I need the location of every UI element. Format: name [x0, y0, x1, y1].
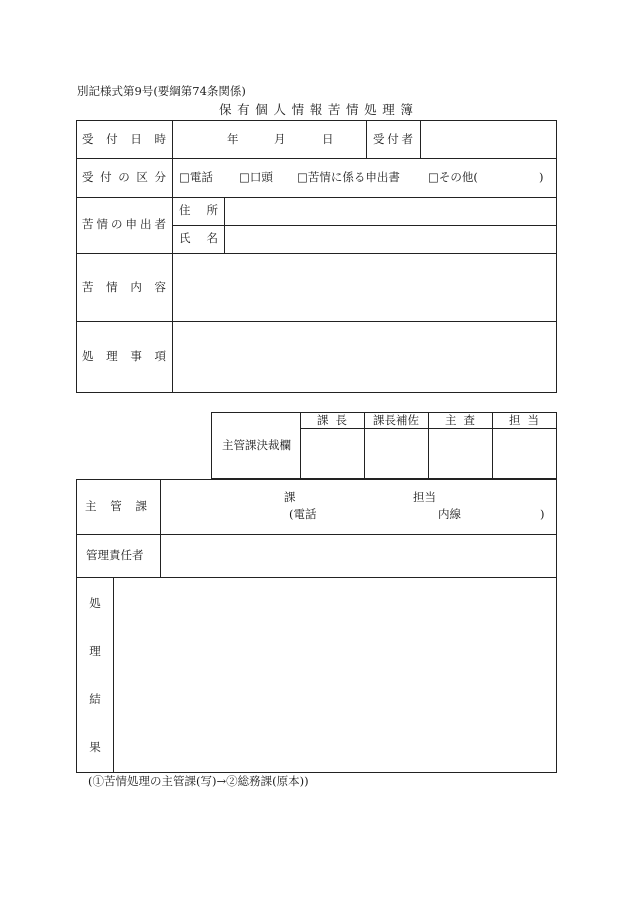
managing-dept-label: 主 管 課	[85, 499, 147, 513]
receiver-field[interactable]	[421, 121, 556, 158]
approval-col-staff: 担 当	[509, 413, 539, 427]
handling-items-field[interactable]	[173, 322, 556, 392]
complainant-label: 苦 情 の 申 出 者	[82, 217, 166, 231]
approval-stamp-deputy-chief[interactable]	[365, 429, 428, 478]
form-reference: 別記様式第9号(要綱第74条関係)	[77, 84, 246, 98]
reception-category-label: 受 付 の 区 分	[82, 170, 166, 184]
approval-stamp-inspector[interactable]	[429, 429, 492, 478]
extension-label: 内線	[438, 507, 461, 521]
person-in-charge-label: 担当	[413, 490, 436, 504]
approval-col-section-chief: 課 長	[317, 413, 347, 427]
manager-field[interactable]	[161, 535, 556, 577]
address-label: 住 所	[179, 203, 218, 217]
option-phone-checkbox[interactable]: □電話	[179, 170, 213, 184]
date-month-label: 月	[274, 132, 286, 146]
manager-label: 管理責任者	[86, 548, 144, 562]
result-field[interactable]	[114, 578, 556, 772]
approval-stamp-section-chief[interactable]	[301, 429, 364, 478]
result-label: 処 理 結 果	[89, 596, 101, 755]
option-complaint-form-checkbox[interactable]: □苦情に係る申出書	[297, 170, 400, 184]
receiver-label: 受 付 者	[373, 132, 413, 146]
approval-stamp-staff[interactable]	[493, 429, 556, 478]
option-other-close-paren: )	[539, 170, 544, 184]
date-year-label: 年	[227, 132, 239, 146]
approval-col-deputy-chief: 課長補佐	[373, 413, 419, 427]
handling-items-label: 処 理 事 項	[82, 349, 166, 363]
option-other-checkbox[interactable]: □その他(	[428, 170, 478, 184]
approval-col-inspector: 主 査	[445, 413, 475, 427]
phone-close-paren: )	[540, 507, 545, 521]
name-field[interactable]	[225, 226, 556, 253]
name-label: 氏 名	[179, 231, 218, 245]
address-field[interactable]	[225, 198, 556, 225]
complaint-content-field[interactable]	[173, 254, 556, 321]
phone-label: (電話	[289, 507, 317, 521]
page-title: 保 有 個 人 情 報 苦 情 処 理 簿	[219, 102, 413, 117]
complaint-content-label: 苦 情 内 容	[82, 280, 166, 294]
dept-suffix-label: 課	[284, 490, 296, 504]
routing-footnote: (①苦情処理の主管課(写)→②総務課(原本))	[88, 774, 309, 788]
option-verbal-checkbox[interactable]: □口頭	[239, 170, 273, 184]
approval-label: 主管課決裁欄	[222, 438, 291, 452]
reception-datetime-label: 受 付 日 時	[82, 132, 166, 146]
date-day-label: 日	[322, 132, 334, 146]
